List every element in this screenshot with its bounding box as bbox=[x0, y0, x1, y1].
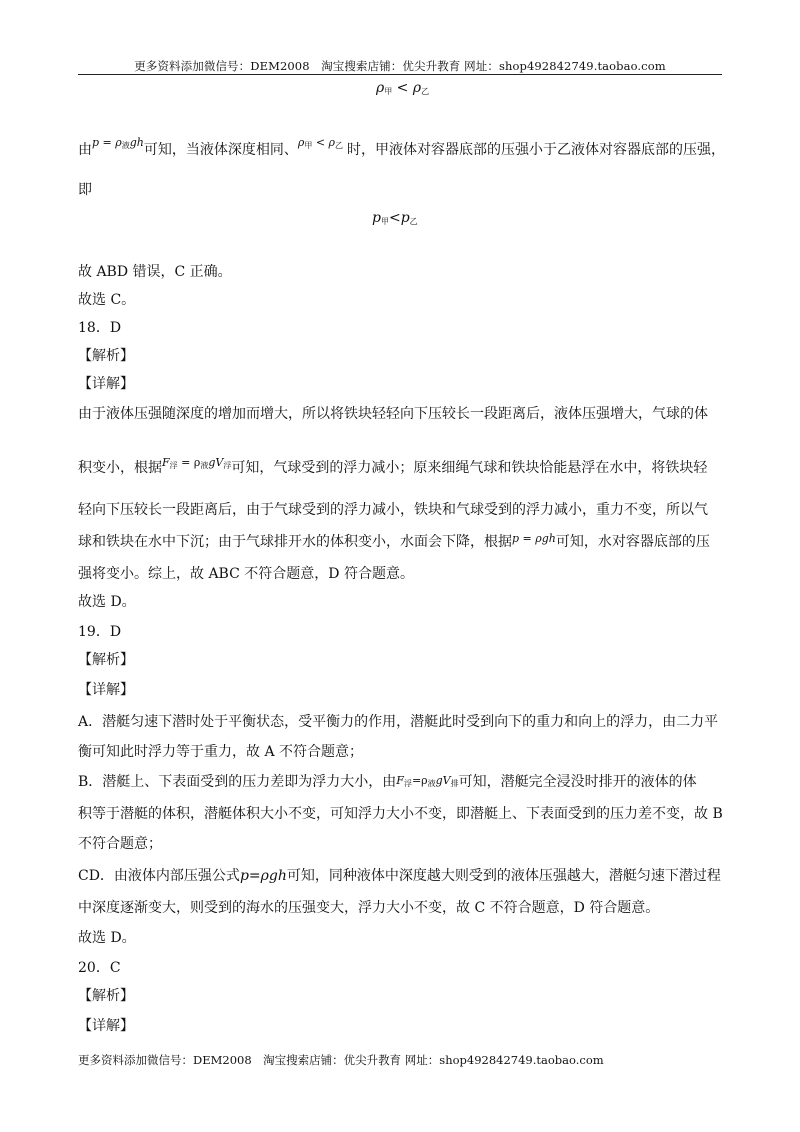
conclusion-line: 故 ABD 错误，C 正确。 bbox=[78, 264, 232, 280]
page-footer: 更多资料添加微信号：DEM2008 淘宝搜索店铺：优尖升教育 网址：shop492842749.taobao.com bbox=[78, 1053, 604, 1067]
q19-option-a-line-2: 衡可知此时浮力等于重力，故 A 不符合题意； bbox=[78, 744, 364, 760]
q19-option-b-line-3: 不符合题意； bbox=[78, 836, 162, 852]
q18-line-3: 轻向下压较长一段距离后，由于气球受到的浮力减小，铁块和气球受到的浮力减小，重力不变，所以气 bbox=[78, 502, 708, 518]
q18-line-2: 积变小，根据$^{F_浮 = \rho_液gV_浮}$可知，气球受到的浮力减小；原来细绳气球和铁块恰能悬浮在水中，将铁块轻 bbox=[78, 456, 708, 476]
question-18-title: 18．D bbox=[78, 320, 122, 336]
question-20-title: 20．C bbox=[78, 960, 121, 976]
formula-density-compare-top: $\rho_甲 < \rho_乙$ bbox=[376, 80, 430, 96]
answer-line: 故选 C。 bbox=[78, 292, 136, 308]
page-header: 更多资料添加微信号：DEM2008 淘宝搜索店铺：优尖升教育 网址：shop492842749.taobao.com bbox=[134, 59, 666, 73]
detail-heading: 【详解】 bbox=[78, 376, 134, 392]
q19-analysis-heading: 【解析】 bbox=[78, 652, 134, 668]
q19-answer: 故选 D。 bbox=[78, 930, 136, 946]
q20-detail-heading: 【详解】 bbox=[78, 1018, 134, 1034]
paragraph-pressure-compare: 由$^{p = \rho_液gh}$可知，当液体深度相同、$^{\rho_甲 < \rho_乙}$ 时，甲液体对容器底部的压强小于乙液体对容器底部的压强， bbox=[78, 136, 726, 158]
q18-line-4: 球和铁块在水中下沉；由于气球排开水的体积变小，水面会下降，根据$^{p = \rho gh}$可知，水对容器底部的压 bbox=[78, 532, 710, 550]
header-rule bbox=[78, 74, 722, 75]
q19-option-b-line-2: 积等于潜艇的体积，潜艇体积大小不变，可知浮力大小不变，即潜艇上、下表面受到的压力差不变，故 B bbox=[78, 806, 723, 822]
question-19-title: 19．D bbox=[78, 624, 122, 640]
q18-line-5: 强将变小。综上，故 ABC 不符合题意，D 符合题意。 bbox=[78, 566, 414, 582]
analysis-heading: 【解析】 bbox=[78, 348, 134, 364]
q18-line-1: 由于液体压强随深度的增加而增大，所以将铁块轻轻向下压较长一段距离后，液体压强增大，气球的体 bbox=[78, 406, 708, 422]
q19-option-cd-line-1: CD．由液体内部压强公式p=ρgh可知，同种液体中深度越大则受到的液体压强越大，潜艇匀速下潜过程 bbox=[78, 868, 721, 884]
formula-pressure-compare: $p_甲<p_乙$ bbox=[372, 210, 418, 226]
q19-option-b-line-1: B．潜艇上、下表面受到的压力差即为浮力大小，由$F_浮=\rho_液gV_排$可知，潜艇完全浸没时排开的液体的体 bbox=[78, 774, 697, 790]
q18-answer: 故选 D。 bbox=[78, 594, 136, 610]
q19-option-a-line-1: A．潜艇匀速下潜时处于平衡状态，受平衡力的作用，潜艇此时受到向下的重力和向上的浮力，由二力平 bbox=[78, 714, 719, 730]
paragraph-continuation: 即 bbox=[78, 182, 92, 198]
q19-option-cd-line-2: 中深度逐渐变大，则受到的海水的压强变大，浮力大小不变，故 C 不符合题意，D 符合题意。 bbox=[78, 900, 660, 916]
q20-analysis-heading: 【解析】 bbox=[78, 988, 134, 1004]
q19-detail-heading: 【详解】 bbox=[78, 682, 134, 698]
